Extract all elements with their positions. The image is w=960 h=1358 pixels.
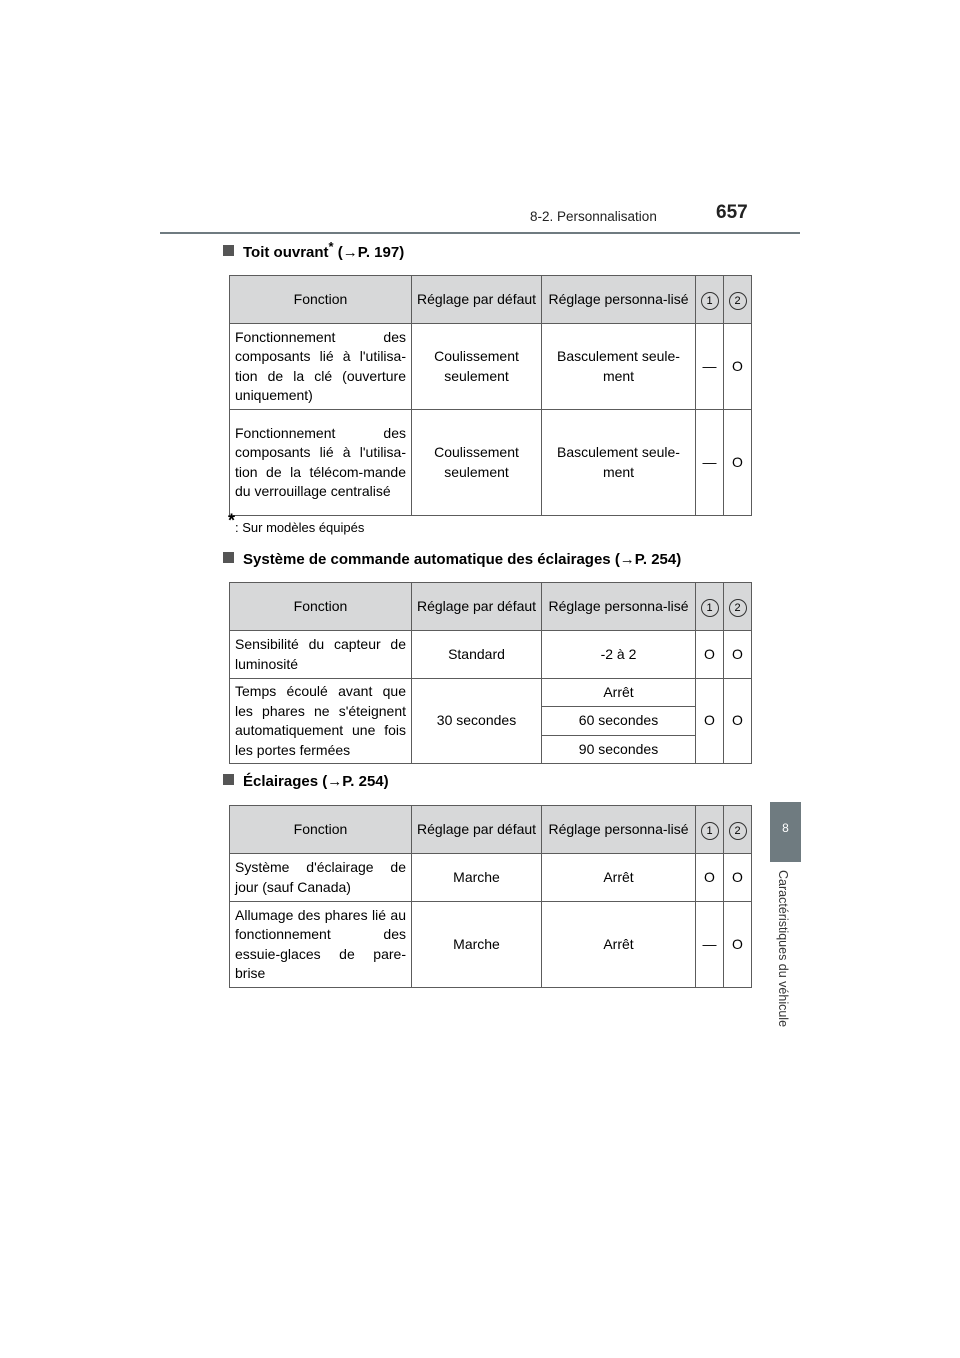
section1-heading [223,239,405,261]
table-lights [229,805,752,988]
cell-defaut: Coulissement seulement [412,410,542,516]
table-row [230,854,752,902]
cell-c1: — [696,902,724,988]
cell-fonction: Temps écoulé avant que les phares ne s'éteignent automatiquement une fois les portes fermées [230,679,412,764]
cell-defaut: Marche [412,854,542,902]
col-fonction: Fonction [230,276,412,324]
cell-c1: — [696,410,724,516]
asterisk: * [328,239,334,254]
col-2 [724,276,752,324]
page-number: 657 [716,202,748,223]
circled-2-icon: 2 [729,822,747,840]
section2-title: Système de commande automatique des éclairages (→P. 254) [243,551,682,568]
table-row [230,902,752,988]
col-fonction: Fonction [230,806,412,854]
col-1 [696,806,724,854]
col-2 [724,806,752,854]
cell-c2: O [724,324,752,410]
cell-c1: O [696,854,724,902]
cell-c2: O [724,854,752,902]
footnote [228,510,365,535]
section3-title: Éclairages (→P. 254) [243,773,389,790]
col-defaut: Réglage par défaut [412,583,542,631]
cell-c2: O [724,679,752,764]
col-2 [724,583,752,631]
section1-title: Toit ouvrant [243,244,329,261]
footnote-text: : Sur modèles équipés [235,520,365,535]
cell-fonction: Fonctionnement des composants lié à l'utilisa-tion de la clé (ouverture uniquement) [230,324,412,410]
table-auto-lights [229,582,752,764]
cell-perso: Arrêt [542,679,696,707]
section2-heading [223,551,681,568]
chapter-title-text: Caractéristiques du véhicule [776,870,790,1028]
table-header-row [230,806,752,854]
cell-perso: Arrêt [542,902,696,988]
table-sunroof [229,275,752,516]
cell-perso: 90 secondes [542,735,696,763]
cell-perso: Arrêt [542,854,696,902]
cell-perso: Basculement seule-ment [542,410,696,516]
footnote-asterisk: * [228,510,236,531]
col-perso: Réglage personna-lisé [542,583,696,631]
section3-heading [223,773,389,790]
table-header-row [230,276,752,324]
col-1 [696,583,724,631]
cell-c1: — [696,324,724,410]
table-row [230,679,752,707]
header-rule [160,232,800,234]
square-bullet-icon [223,245,234,256]
cell-fonction: Allumage des phares lié au fonctionnement des essuie-glaces de pare-brise [230,902,412,988]
col-1 [696,276,724,324]
col-defaut: Réglage par défaut [412,806,542,854]
col-perso: Réglage personna-lisé [542,806,696,854]
table-row [230,631,752,679]
cell-perso: Basculement seule-ment [542,324,696,410]
circled-1-icon: 1 [701,822,719,840]
cell-defaut: Standard [412,631,542,679]
cell-fonction: Système d'éclairage de jour (sauf Canada) [230,854,412,902]
table-header-row [230,583,752,631]
col-perso: Réglage personna-lisé [542,276,696,324]
chapter-tab: 8 [770,802,801,862]
section-header: 8-2. Personnalisation [530,209,657,224]
cell-perso: 60 secondes [542,707,696,735]
circled-1-icon: 1 [701,599,719,617]
section1-ref: (→P. 197) [333,244,405,261]
circled-2-icon: 2 [729,292,747,310]
cell-c1: O [696,631,724,679]
cell-c2: O [724,631,752,679]
table-row [230,324,752,410]
cell-perso: -2 à 2 [542,631,696,679]
circled-2-icon: 2 [729,599,747,617]
square-bullet-icon [223,774,234,785]
table-row [230,410,752,516]
circled-1-icon: 1 [701,292,719,310]
cell-defaut: 30 secondes [412,679,542,764]
square-bullet-icon [223,552,234,563]
cell-c2: O [724,902,752,988]
cell-c1: O [696,679,724,764]
cell-c2: O [724,410,752,516]
cell-fonction: Sensibilité du capteur de luminosité [230,631,412,679]
cell-fonction: Fonctionnement des composants lié à l'utilisa-tion de la télécom-mande du verrouillage centralisé [230,410,412,516]
cell-defaut: Marche [412,902,542,988]
cell-defaut: Coulissement seulement [412,324,542,410]
col-fonction: Fonction [230,583,412,631]
col-defaut: Réglage par défaut [412,276,542,324]
